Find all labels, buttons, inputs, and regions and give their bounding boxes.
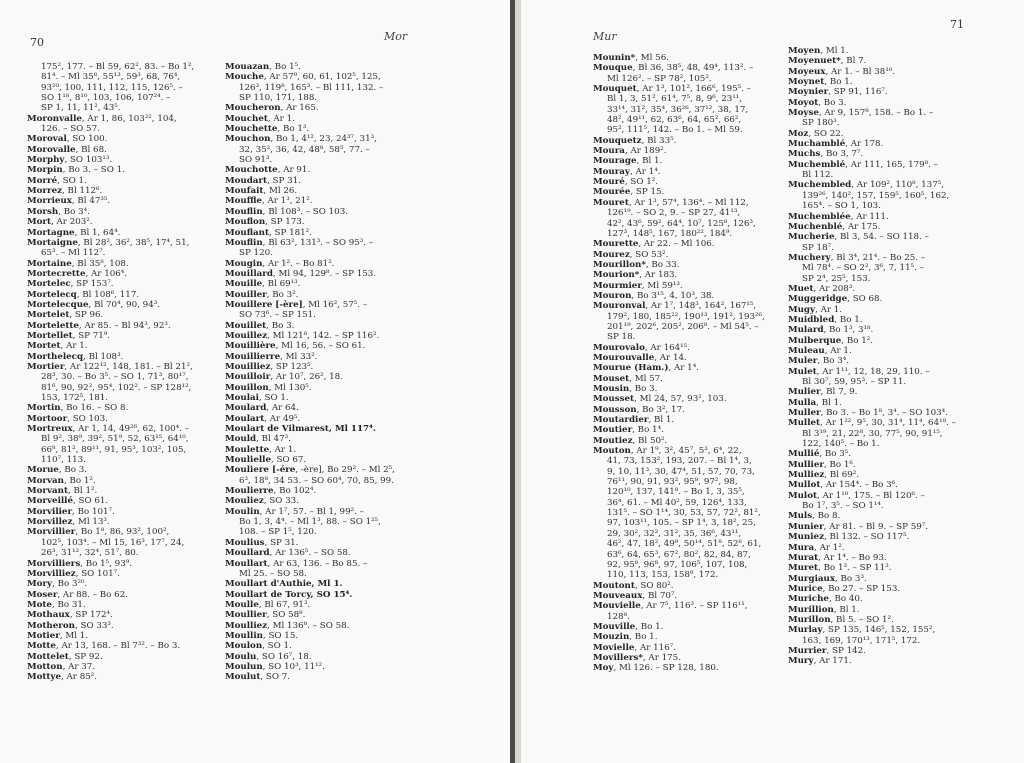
index-entry: Muriche, Bo 40. xyxy=(788,594,863,605)
index-entry: Moulut, SO 7. xyxy=(225,672,291,683)
index-entry: Muchamblé, Ar 178. xyxy=(788,139,884,150)
index-entry: Murat, Ar 1⁴. – Bo 93. xyxy=(788,552,887,563)
index-entry: Motte, Ar 13, 168. – Bl 7³². – Bo 3. xyxy=(27,641,181,652)
index-entry-continuation: 122, 140⁵. – Bo 1. xyxy=(802,439,880,450)
index-entry: Moyenuet*, Bl 7. xyxy=(788,56,867,67)
index-entry: Mortin, Bo 16. – SO 8. xyxy=(27,403,129,414)
index-entry: Mortoor, SO 103. xyxy=(27,413,108,424)
index-entry-continuation: 110, 113, 153, 158⁹, 172. xyxy=(607,570,719,581)
index-entry-continuation: SP 1, 11, 11², 43⁵. xyxy=(41,103,121,114)
index-entry: Mucherie, Bl 3, 54. – SO 118. – xyxy=(788,232,929,243)
index-entry: Mouliere [-ére, -ère], Bo 29². – Ml 2⁵, xyxy=(225,465,395,476)
index-entry-continuation: Bl 30⁷, 59, 95³. – SP 11. xyxy=(802,377,907,387)
index-entry: Mouré, SO 1². xyxy=(593,177,658,188)
index-entry-continuation: 36⁴, 61. – Ml 40², 59, 126⁴, 133, xyxy=(607,497,747,508)
index-entry: Mulet, Ar 1¹¹, 12, 18, 29, 110. – xyxy=(788,366,930,377)
index-entry-continuation: 66⁸, 81², 89¹¹, 91, 95³, 103², 105, xyxy=(41,444,187,455)
index-entry: Mouilloir, Ar 10⁷, 26², 18. xyxy=(225,372,343,383)
index-entry-continuation: 46², 47, 18², 49⁹, 50¹⁴, 51⁸, 52⁸, 61, xyxy=(607,539,762,550)
index-entry-continuation: SP 180³. xyxy=(802,118,840,129)
index-entry-continuation: Bl 112. xyxy=(802,170,834,181)
index-entry: Mouillierre, Ml 33². xyxy=(225,351,318,362)
index-entry: Moser, Ar 88. – Bo 62. xyxy=(27,589,128,600)
index-entry: Moura, Ar 189². xyxy=(593,146,667,157)
index-entry-continuation: 29, 30², 32², 31², 35, 36⁶, 43¹¹, xyxy=(607,528,742,539)
index-entry: Moufait, Ml 26. xyxy=(225,186,298,197)
index-entry: Muchenblé, Ar 175. xyxy=(788,221,881,232)
index-entry: Mouque, Bl 36, 38⁵, 48, 49⁴, 113². – xyxy=(593,63,754,74)
index-entry-continuation: 126³, 119⁸, 165³. – Bl 111, 132. – xyxy=(239,82,384,93)
index-entry: Mourez, SO 53². xyxy=(593,249,669,260)
index-entry-continuation: 126¹⁹. – SO 2, 9. – SP 27, 41¹³, xyxy=(607,208,741,219)
index-entry: Morue, Bo 3. xyxy=(27,465,88,476)
index-entry: Movillers*, Ar 175. xyxy=(593,652,681,663)
index-entry: Mourue (Ham.), Ar 1⁴. xyxy=(593,363,699,374)
index-entry-continuation: 81⁴. – Ml 35⁸, 55¹³, 59³, 68, 76⁴, xyxy=(41,72,181,83)
index-entry: Mouillard, Ml 94, 129⁸. – SP 153. xyxy=(225,268,377,279)
index-entry: Murillon, Bl 5. – SO 1². xyxy=(788,614,894,625)
index-entry-continuation: 42², 43⁶, 59², 64⁴, 10⁷, 125⁸, 126³, xyxy=(607,218,756,229)
index-entry: Mouliez, SO 33. xyxy=(225,496,299,507)
index-entry: Motier, Ml 1. xyxy=(27,630,89,641)
index-entry: Moullart de Torcy, SO 15⁴. xyxy=(225,589,353,600)
index-entry-continuation: 128⁸. xyxy=(607,611,630,622)
index-entry-continuation: SP 110, 171, 188. xyxy=(239,93,318,104)
index-entry: Moulart de Vilmarest, Ml 117⁴. xyxy=(225,424,376,435)
index-entry: Morveillé, SO 61. xyxy=(27,496,109,507)
index-entry: Mulliez, Bl 69². xyxy=(788,470,860,481)
index-entry-continuation: 179², 180, 185²², 190¹³, 191², 193²⁶, xyxy=(607,311,765,322)
left-page-column-1 xyxy=(27,62,194,683)
index-entry: Mortier, Ar 122¹², 148, 181. – Bl 21², xyxy=(27,361,193,372)
index-entry: Mouffle, Ar 1³, 21². xyxy=(225,196,313,207)
index-entry-continuation: Ml 25. – SO 58. xyxy=(239,568,307,579)
index-entry: Moronvalle, Ar 1, 86, 103²², 104, xyxy=(27,113,177,124)
index-entry-continuation: 120¹⁰, 137, 141⁸. – Bo 1, 3, 35⁵, xyxy=(607,487,745,498)
index-entry: Muler, Bo 3⁴. xyxy=(788,356,850,367)
index-entry-continuation: SP 2⁴, 25⁵, 153. xyxy=(802,273,871,284)
index-entry: Mouiller, Bo 3². xyxy=(225,289,299,300)
index-entry: Mote, Bo 31. xyxy=(27,599,86,610)
index-entry: Mousin, Bo 3. xyxy=(593,384,658,394)
index-entry: Movielle, Ar 116⁷. xyxy=(593,642,676,653)
index-entry: Muller, Bo 3. – Bo 1⁸, 3⁴. – SO 103⁴. xyxy=(788,408,948,419)
index-entry: Moyse, Ar 9, 157⁸, 158. – Bo 1. – xyxy=(788,108,934,119)
index-entry: Morvilliers, Bo 1⁵, 93⁹. xyxy=(27,558,132,569)
index-entry: Moutardier, Bl 1. xyxy=(593,415,675,426)
index-entry-continuation: 102⁵, 103⁴. – Ml 15, 16³, 17⁷, 24, xyxy=(41,537,185,548)
index-entry: Moyeux, Ar 1. – Bl 38¹⁰. xyxy=(788,66,896,77)
index-entry: Mouquetz, Bl 33⁵. xyxy=(593,135,677,146)
index-entry: Mortelec, SP 153⁷. xyxy=(27,279,114,290)
index-entry: Mouvielle, Ar 7⁵, 116³. – SP 116¹¹, xyxy=(593,601,748,612)
right-running-head: Mur xyxy=(593,30,617,43)
index-entry: Motheron, SO 33³. xyxy=(27,620,114,631)
index-entry: Mullié, Bo 3⁵. xyxy=(788,449,852,460)
index-entry: Moulle, Bl 67, 91³. xyxy=(225,599,311,610)
index-entry-continuation: 48², 49¹¹, 62, 63⁶, 64, 65², 66², xyxy=(607,115,742,126)
index-entry: Mourovalo, Ar 164¹⁵. xyxy=(593,342,690,353)
index-entry: Muchemblée, Ar 111. xyxy=(788,211,889,222)
index-entry: Mouillon, Ml 130⁵. xyxy=(225,382,312,393)
index-entry-continuation: SP 18. xyxy=(607,332,636,343)
index-entry-continuation: Bo 1, 3, 4⁴. – Ml 1³, 88. – SO 1²⁵, xyxy=(239,517,381,528)
index-entry: Mouflant, SP 181². xyxy=(225,227,312,238)
index-entry: Moulard, Ar 64. xyxy=(225,403,299,414)
index-entry: Mullot, Ar 154⁴. – Bo 3⁶. xyxy=(788,480,898,491)
index-entry-continuation: Bl 1, 3, 51², 61⁴, 7⁵, 8, 9⁶, 23¹¹, xyxy=(607,94,743,105)
index-entry: Mouveaux, Bl 70⁷. xyxy=(593,590,678,601)
index-entry: Moulielle, SO 67. xyxy=(225,455,307,466)
index-entry-continuation: SP 18⁷. xyxy=(802,242,834,253)
index-entry: Mort, Ar 203². xyxy=(27,217,93,228)
index-entry: Mouillière, Ml 16, 56. – SO 61. xyxy=(225,341,366,352)
index-entry-continuation: 63⁶, 64, 65³, 67², 80², 82, 84, 87, xyxy=(607,549,751,560)
index-entry: Muchery, Bl 3⁴, 21⁴. – Bo 25. – xyxy=(788,252,926,263)
index-entry: Mougin, Ar 1². – Bo 81². xyxy=(225,258,335,269)
index-entry-continuation: 201¹⁹, 202⁶, 205², 206⁸. – Ml 54⁵. – xyxy=(607,321,759,332)
index-entry: Mortelette, Ar 85. – Bl 94³, 92³. xyxy=(27,320,171,331)
left-page-number: 70 xyxy=(30,36,44,49)
index-entry: Moullin, SO 15. xyxy=(225,630,299,641)
index-entry-continuation: Bo 1⁷, 3⁵. – SO 1¹⁴. xyxy=(802,501,884,512)
index-entry: Morvilliez, SO 101⁷. xyxy=(27,568,120,579)
index-entry: Murillion, Bl 1. xyxy=(788,604,860,615)
index-entry: Mugy, Ar 1. xyxy=(788,304,843,315)
index-entry: Mouflin, Bl 63², 131³. – SO 95³. – xyxy=(225,237,374,248)
index-entry: Mura, Ar 1². xyxy=(788,542,845,553)
index-entry: Moz, SO 22. xyxy=(788,128,844,139)
index-entry: Moucheron, Ar 165. xyxy=(225,103,319,114)
index-entry: Morpin, Bo 3. – SO 1. xyxy=(27,165,125,176)
index-entry: Moutiez, Bl 50². xyxy=(593,435,668,446)
index-entry-continuation: SO 91³. xyxy=(239,155,273,166)
index-entry: Mottelet, SP 92. xyxy=(27,651,103,662)
index-entry-continuation: Bl 9², 38⁹, 39², 51⁹, 52, 63¹⁵, 64¹⁰, xyxy=(41,434,189,445)
index-entry-continuation: 65³. – Ml 112⁷. xyxy=(41,248,106,259)
index-entry-continuation: 92, 95⁸, 96⁸, 97, 106⁵, 107, 108, xyxy=(607,559,748,570)
index-entry-continuation: Bl 3¹⁹, 21, 22⁸, 30, 77⁵, 90, 91¹⁵, xyxy=(802,428,943,439)
index-entry-continuation: 95², 111⁵, 142. – Bo 1. – Ml 59. xyxy=(607,125,743,136)
index-entry: Mory, Bo 3²⁰. xyxy=(27,579,88,590)
index-entry-continuation: 153, 172⁵, 181. xyxy=(41,393,109,403)
index-entry: Mury, Ar 171. xyxy=(788,656,852,667)
index-entry-continuation: 97, 103¹¹, 105. – SP 1⁴, 3, 18², 25, xyxy=(607,518,756,529)
index-entry: Moutier, Bo 1⁴. xyxy=(593,425,664,436)
index-entry: Moulai, SO 1. xyxy=(225,393,289,403)
index-entry: Mouchette, Bo 1³. xyxy=(225,124,310,135)
index-entry-continuation: Ml 78⁴. – SO 2², 3⁶, 7, 11⁵. – xyxy=(802,263,924,274)
index-entry-continuation: 131⁵. – SO 1¹⁴, 30, 53, 57, 72², 81², xyxy=(607,508,761,519)
index-entry-continuation: 6³, 18⁸, 34 53. – SO 60⁴, 70, 85, 99. xyxy=(239,475,394,486)
index-entry: Murlay, SP 135, 146⁵, 152, 155², xyxy=(788,625,936,636)
index-entry: Mortaine, Bl 35⁸, 108. xyxy=(27,258,129,269)
index-entry-continuation: 32, 35², 36, 42, 48⁸, 58⁵, 77. – xyxy=(239,144,370,155)
index-entry: Mouton, Ar 1⁹, 3², 45⁷, 5³, 6⁴, 22, xyxy=(593,446,742,457)
index-entry: Mullet, Ar 1²², 9⁵, 30, 31⁴, 11⁴, 64¹⁸. – xyxy=(788,418,956,429)
index-entry: Moullier, SO 58⁸. xyxy=(225,610,306,621)
index-entry: Mulard, Bo 1³, 3¹⁸. xyxy=(788,325,874,336)
index-entry: Moy, Ml 126. – SP 128, 180. xyxy=(593,663,719,674)
index-entry: Muleau, Ar 1. xyxy=(788,345,852,356)
index-entry: Mouchon, Bo 1, 4¹², 23, 24³⁷, 31³, xyxy=(225,134,377,145)
index-entry: Moullard, Ar 136⁵. – SO 58. xyxy=(225,548,351,559)
index-entry-continuation: Ml 126². – SP 78², 105². xyxy=(607,73,712,84)
index-entry: Morthelecq, Bl 108³. xyxy=(27,351,124,362)
index-entry: Mortagne, Bl 1, 64⁴. xyxy=(27,227,121,238)
index-entry: Morvan, Bo 1². xyxy=(27,475,96,486)
index-entry: Mousson, Bo 3², 17. xyxy=(593,404,685,415)
index-entry: Morvant, Bl 1². xyxy=(27,486,98,497)
index-entry: Mouille, Bl 69¹³. xyxy=(225,279,301,290)
index-entry-continuation: 81⁶, 90, 92², 95⁴, 102². – SP 128¹², xyxy=(41,382,192,393)
index-entry: Mourette, Ar 22. – Ml 106. xyxy=(593,239,715,250)
index-entry: Muet, Ar 208³. xyxy=(788,283,856,294)
index-entry: Mulier, Bl 7, 9. xyxy=(788,387,858,398)
index-entry: Mouflon, SP 173. xyxy=(225,217,305,228)
index-entry: Mouche, Ar 57⁹, 60, 61, 102⁵, 125, xyxy=(225,72,381,83)
index-entry: Motton, Ar 37. xyxy=(27,661,96,672)
left-running-head: Mor xyxy=(384,30,408,43)
index-entry: Mouflin, Bl 108³. – SO 103. xyxy=(225,206,348,217)
index-entry-continuation: 108. – SP 1⁵, 120. xyxy=(239,527,317,538)
index-entry-continuation: 163, 169, 170¹³, 171⁵, 172. xyxy=(802,635,921,646)
index-entry: Mullier, Bo 1⁶. xyxy=(788,459,856,470)
index-entry: Mouillet, Bo 3. xyxy=(225,320,295,331)
index-entry: Mulberque, Bo 1². xyxy=(788,335,874,346)
index-entry: Moulu, SO 16⁷, 18. xyxy=(225,651,312,662)
index-entry: Murice, Bo 27. – SP 153. xyxy=(788,583,901,594)
index-entry: Mourée, SP 15. xyxy=(593,187,665,198)
index-entry: Morrieux, Bl 47³⁵. xyxy=(27,196,111,207)
index-entry: Moynier, SP 91, 116⁷. xyxy=(788,87,888,98)
index-entry: Mortelecque, Bl 70⁴, 90, 94³. xyxy=(27,299,160,310)
index-entry-continuation: 9, 10, 11³, 30, 47⁴, 51, 57, 70, 73, xyxy=(607,466,755,477)
index-entry: Muggeridge, SO 68. xyxy=(788,294,883,305)
index-entry-continuation: SO 1¹⁸, 8¹⁰, 103, 106, 107²⁴. – xyxy=(41,93,171,104)
index-entry: Mouillere [-ère], Ml 16², 57⁵. – xyxy=(225,299,368,310)
index-entry-continuation: 33¹⁴, 31², 35⁴, 36²⁶, 37¹², 38, 17, xyxy=(607,104,749,115)
right-page-number: 71 xyxy=(950,18,964,31)
index-entry: Muchembled, Ar 109², 110⁸, 137⁵, xyxy=(788,180,944,191)
index-entry: Moulon, SO 1. xyxy=(225,641,292,652)
index-entry: Muniez, Bl 132. – SO 117⁵. xyxy=(788,532,910,543)
index-entry: Mortelecq, Bl 108⁶, 117. xyxy=(27,289,140,300)
index-entry-continuation: 139²⁶, 140², 157, 159⁵, 160⁵, 162, xyxy=(802,190,950,201)
index-entry: Mould, Bl 47³. xyxy=(225,434,291,445)
index-entry: Mouquet, Ar 1³, 101², 166⁶, 195⁵. – xyxy=(593,84,752,95)
index-entry: Moulette, Ar 1. xyxy=(225,444,297,455)
index-entry: Mourion*, Ar 183. xyxy=(593,270,678,281)
right-page-column-2 xyxy=(788,46,956,667)
index-entry: Moulun, SO 10³, 11¹². xyxy=(225,661,325,672)
index-entry: Mounin*, Ml 56. xyxy=(593,53,669,63)
index-entry: Muidbled, Bo 1. xyxy=(788,314,863,325)
index-entry: Mouazan, Bo 1⁵. xyxy=(225,62,301,72)
index-entry: Moyen, Ml 1. xyxy=(788,46,849,56)
index-entry: Mouchotte, Ar 91. xyxy=(225,165,311,176)
index-entry: Mourillon*, Bo 33. xyxy=(593,259,680,270)
index-entry-continuation: 165⁴. – SO 1, 103. xyxy=(802,201,881,212)
index-entry: Moullart, Ar 63, 136. – Bo 85. – xyxy=(225,558,368,569)
book-gutter-fold xyxy=(515,0,521,763)
right-page-column-1 xyxy=(593,53,765,674)
index-entry: Murrier, SP 142. xyxy=(788,645,866,656)
index-entry: Mouret, Ar 1³, 57⁴, 136⁴. – Ml 112, xyxy=(593,197,749,208)
index-entry: Muret, Bo 1³. – SP 11³. xyxy=(788,563,892,574)
index-entry: Morvilier, Bo 101⁷. xyxy=(27,506,115,517)
index-entry: Moulius, SP 31. xyxy=(225,537,299,548)
index-entry-continuation: SO 73⁶. – SP 151. xyxy=(239,310,316,321)
index-entry: Muchs, Bo 3, 7⁷. xyxy=(788,149,864,160)
index-entry: Muls, Bo 8. xyxy=(788,511,841,522)
index-entry: Moutont, SO 80². xyxy=(593,580,674,591)
index-entry: Mourouvalle, Ar 14. xyxy=(593,352,687,363)
index-entry: Morvillier, Bo 1⁸, 86, 93², 100², xyxy=(27,527,170,538)
index-entry: Morphy, SO 103¹³. xyxy=(27,155,113,166)
index-entry: Mortreux, Ar 1, 14, 49²⁶, 62, 100⁴. – xyxy=(27,424,189,435)
index-entry: Moulart, Ar 49⁵. xyxy=(225,413,301,424)
index-entry: Muchemblé, Ar 111, 165, 179⁸. – xyxy=(788,159,939,170)
index-entry: Morsh, Bo 3⁴. xyxy=(27,206,90,217)
index-entry: Moulliez, Ml 136⁸. – SO 58. xyxy=(225,620,350,631)
index-entry: Mottye, Ar 85². xyxy=(27,672,98,683)
index-entry-continuation: 127³, 148⁵, 167, 180²², 184⁹. xyxy=(607,228,733,239)
index-entry: Munier, Ar 81. – Bl 9. – SP 59⁷. xyxy=(788,521,928,532)
index-entry: Mortecrette, Ar 106⁴. xyxy=(27,268,128,279)
index-entry: Mouray, Ar 1⁴. xyxy=(593,166,661,177)
index-entry: Mothaux, SP 172⁴. xyxy=(27,610,113,621)
index-entry: Mourmier, Ml 59¹³. xyxy=(593,280,683,291)
index-entry: Mortaigne, Bl 28², 36², 38⁵, 17⁴, 51, xyxy=(27,237,190,248)
index-entry: Moulierre, Bo 102⁴. xyxy=(225,486,317,497)
index-entry: Mulot, Ar 1¹⁰, 175. – Bl 120⁶. – xyxy=(788,490,925,501)
index-entry: Mouchet, Ar 1. xyxy=(225,113,295,124)
index-entry: Moynet, Bo 1. xyxy=(788,77,853,88)
index-entry: Moullart d'Authie, Ml 1. xyxy=(225,579,343,590)
index-entry: Moyot, Bo 3. xyxy=(788,97,847,108)
index-entry: Mulla, Bl 1. xyxy=(788,397,842,408)
index-entry: Morrez, Bl 112⁶. xyxy=(27,186,103,197)
index-entry-continuation: 93²⁰, 100, 111, 112, 115, 126⁵. – xyxy=(41,82,183,93)
index-entry-continuation: 26³, 31¹², 32⁴, 51⁷, 80. xyxy=(41,548,139,559)
index-entry-continuation: 41, 73, 153², 193, 207. – Bl 1⁴, 3, xyxy=(607,456,752,467)
index-entry: Morvillez, Ml 13³. xyxy=(27,517,110,528)
left-page-column-2 xyxy=(225,62,395,683)
index-entry: Moulin, Ar 1⁷, 57. – Bl 1, 99². – xyxy=(225,506,364,517)
index-entry: Mouronval, Ar 1⁷, 148³, 164², 167¹⁵, xyxy=(593,301,757,312)
index-entry-continuation: 126. – SO 57. xyxy=(41,124,100,135)
index-entry-continuation: 110⁷, 113. xyxy=(41,455,86,466)
index-entry-continuation: 28³, 30. – Bo 3⁵. – SO 1, 71³, 80¹⁷, xyxy=(41,372,189,383)
index-entry: Mouron, Bo 3¹⁵, 4, 10³, 38. xyxy=(593,290,715,301)
index-entry: Mouville, Bo 1. xyxy=(593,621,664,632)
index-entry: Morovalle, Bl 68. xyxy=(27,144,107,155)
index-entry: Mousset, Ml 24, 57, 93², 103. xyxy=(593,394,727,405)
index-entry-continuation: 76¹¹, 90, 91, 93², 95⁸, 97², 98, xyxy=(607,477,738,488)
index-entry: Mortet, Ar 1. xyxy=(27,341,88,352)
index-entry: Mouillez, Ml 121⁸, 142. – SP 116². xyxy=(225,330,380,341)
index-entry: Moroval, SO 100. xyxy=(27,134,108,145)
index-entry-continuation: SP 120. xyxy=(239,248,273,259)
index-entry: Mortellet, SP 71⁹. xyxy=(27,330,111,341)
index-entry: Murgiaux, Bo 3³. xyxy=(788,573,867,584)
index-entry: Mortelet, SP 96. xyxy=(27,310,104,321)
index-entry: Mouzin, Bo 1. xyxy=(593,632,658,643)
index-entry: Mouset, Ml 57. xyxy=(593,373,663,384)
index-entry: Morré, SO 1. xyxy=(27,175,87,186)
index-entry: Moudart, SP 31. xyxy=(225,175,301,186)
index-entry-continuation: 175², 177. – Bl 59, 62², 83. – Bo 1², xyxy=(41,62,195,72)
index-entry: Mouilliez, SP 123⁵. xyxy=(225,361,314,372)
index-entry: Mourage, Bl 1. xyxy=(593,156,663,167)
